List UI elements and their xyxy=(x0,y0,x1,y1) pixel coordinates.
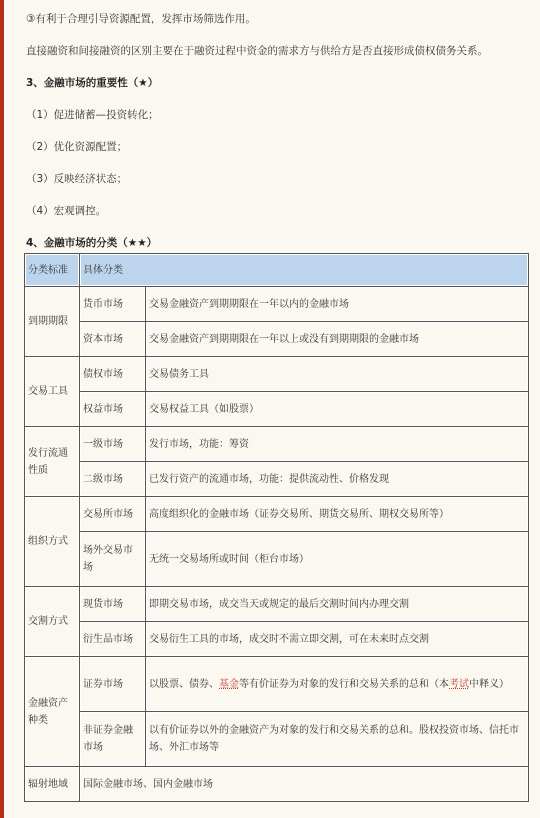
table-row xyxy=(25,497,529,532)
sub-category: 债权市场 xyxy=(80,357,146,392)
sub-category: 交易所市场 xyxy=(80,497,146,532)
heading-classification: 4、金融市场的分类（★★） xyxy=(26,237,158,249)
description: 交易衍生工具的市场，成交时不需立即交割，可在未来时点交割 xyxy=(146,622,529,657)
sub-category: 货币市场 xyxy=(80,287,146,322)
desc-part: 等有价证券为对象的发行和交易关系的总和（本 xyxy=(239,678,449,690)
group-delivery: 交割方式 xyxy=(25,587,80,657)
desc-part: 以股票、债券、 xyxy=(149,678,219,690)
table-row xyxy=(25,287,529,322)
table-row xyxy=(25,657,529,712)
list-item-3: （3）反映经济状态； xyxy=(26,173,128,185)
description: 交易债务工具 xyxy=(146,357,529,392)
list-item-1: （1）促进储蓄—投资转化； xyxy=(26,109,159,121)
group-region: 辐射地域 xyxy=(25,767,80,802)
sub-category: 一级市场 xyxy=(80,427,146,462)
table-row xyxy=(25,587,529,622)
table-row xyxy=(25,427,529,462)
sub-category: 权益市场 xyxy=(80,392,146,427)
group-issuance: 发行流通性质 xyxy=(25,427,80,497)
group-instrument: 交易工具 xyxy=(25,357,80,427)
accent-bar xyxy=(0,0,4,818)
description: 无统一交易场所或时间（柜台市场） xyxy=(146,532,529,587)
group-organization: 组织方式 xyxy=(25,497,80,587)
paragraph-financing-difference: 直接融资和间接融资的区别主要在于融资过程中资金的需求方与供给方是否直接形成债权债务关系。 xyxy=(26,45,488,57)
classification-table xyxy=(24,253,529,802)
group-maturity: 到期期限 xyxy=(25,287,80,357)
description: 国际金融市场、国内金融市场 xyxy=(80,767,529,802)
list-item-4: （4）宏观调控。 xyxy=(26,205,107,217)
header-category: 具体分类 xyxy=(80,254,529,287)
description: 发行市场，功能：筹资 xyxy=(146,427,529,462)
description: 已发行资产的流通市场，功能：提供流动性、价格发现 xyxy=(146,462,529,497)
sub-category: 二级市场 xyxy=(80,462,146,497)
table-row xyxy=(25,712,529,767)
description: 以有价证券以外的金融资产为对象的发行和交易关系的总和。股权投资市场、信托市场、外汇市场等 xyxy=(146,712,529,767)
description xyxy=(146,657,529,712)
header-criteria: 分类标准 xyxy=(25,254,80,287)
sub-category: 证券市场 xyxy=(80,657,146,712)
table-row xyxy=(25,622,529,657)
heading-importance: 3、金融市场的重要性（★） xyxy=(26,77,159,89)
table-row xyxy=(25,322,529,357)
description: 交易权益工具（如股票） xyxy=(146,392,529,427)
group-asset-type: 金融资产种类 xyxy=(25,657,80,767)
sub-category: 场外交易市场 xyxy=(80,532,146,587)
table-row xyxy=(25,532,529,587)
description: 交易金融资产到期期限在一年以内的金融市场 xyxy=(146,287,529,322)
table-row xyxy=(25,357,529,392)
desc-part: 中释义） xyxy=(469,678,509,690)
description: 交易金融资产到期期限在一年以上或没有到期期限的金融市场 xyxy=(146,322,529,357)
table-row xyxy=(25,767,529,802)
table-header-row xyxy=(25,254,529,287)
sub-category: 资本市场 xyxy=(80,322,146,357)
sub-category: 现货市场 xyxy=(80,587,146,622)
table-row xyxy=(25,392,529,427)
sub-category: 衍生品市场 xyxy=(80,622,146,657)
description: 即期交易市场，成交当天或规定的最后交割时间内办理交割 xyxy=(146,587,529,622)
paragraph-benefit-3: ③有利于合理引导资源配置，发挥市场筛选作用。 xyxy=(26,13,256,25)
fund-link[interactable]: 基金 xyxy=(219,678,239,690)
table-row xyxy=(25,462,529,497)
description: 高度组织化的金融市场（证券交易所、期货交易所、期权交易所等） xyxy=(146,497,529,532)
exam-link[interactable]: 考试 xyxy=(449,678,469,690)
sub-category: 非证券金融市场 xyxy=(80,712,146,767)
list-item-2: （2）优化资源配置； xyxy=(26,141,128,153)
